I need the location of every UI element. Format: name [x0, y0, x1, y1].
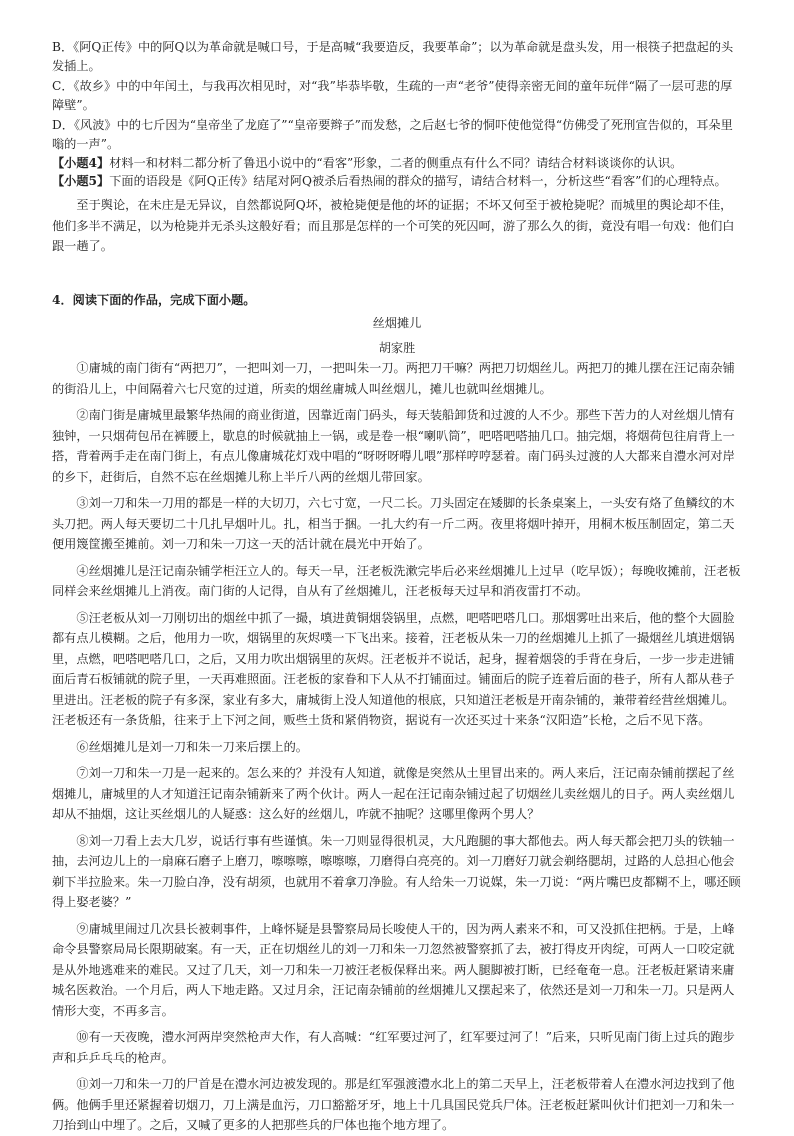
article-body	[52, 358, 744, 1136]
paragraph-11: ⑪刘一刀和朱一刀的尸首是在澧水河边被发现的。那是红军强渡澧水北上的第二天早上，汪老板带着人在澧水河边找到了他俩。他俩手里还紧握着切烟刀，刀上满是血污，刀口豁豁牙牙，地上十几具国民党兵尸体。汪老板赶紧叫伙计们把刘一刀和朱一刀抬到山中埋了。之后，又喊了更多的人把那些兵的尸体也拖个地方埋了。	[52, 1077, 735, 1132]
paragraph-5: ⑤汪老板从刘一刀刚切出的烟丝中抓了一撮，填进黄铜烟袋锅里，点燃，吧嗒吧嗒几口。那烟雾吐出来后，他的整个大圆脸都有点儿模糊。之后，他用力一吹，烟锅里的灰烬噗一下飞出来。接着，汪老板从朱一刀的丝烟摊儿上抓了一撮烟丝儿填进烟锅里，点燃，吧嗒吧嗒几口，之后，又用力吹出烟锅里的灰烬。汪老板并不说话，起身，握着烟袋的手背在身后，一步一步走进铺面后青石板铺就的院子里，一天再难照面。汪老板的家眷和下人从不打铺面过。铺面后的院子连着后面的巷子，所有人都从巷子里进出。汪老板的院子有多深，家业有多大，庸城街上没人知道他的根底，只知道汪老板是开南杂铺的，兼带着经营丝烟摊儿。汪老板还有一条货船，往来于上下河之间，贩些土货和紧俏物资，据说有一次还买过十来条“汉阳造”长枪，之后不见下落。	[52, 610, 735, 727]
paragraph-3: ③刘一刀和朱一刀用的都是一样的大切刀，六七寸宽，一尺二长。刀头固定在矮脚的长条桌案上，一头安有烙了鱼鳞纹的木头刀把。两人每天要切二十几扎早烟叶儿。扎，相当于捆。一扎大约有一斤二两。夜里将烟叶掉开，用桐木板压制固定，第二天便用篾筐搬至摊前。刘一刀和朱一刀这一天的活计就在晨光中开始了。	[52, 496, 735, 551]
option-c: C．《故乡》中的中年闰土，与我再次相见时，对“我”毕恭毕敬，生疏的一声“老爷”使得亲密无间的童年玩伴“隔了一层可悲的厚障壁”。	[52, 79, 733, 112]
section-heading: 4．阅读下面的作品，完成下面小题。	[52, 293, 256, 307]
excerpt-block	[52, 195, 744, 257]
question-4-tag: 【小题4】	[52, 156, 110, 170]
paragraph-10: ⑩有一天夜晚，澧水河两岸突然枪声大作，有人高喊：“红军要过河了，红军要过河了！”后来，只听见南门街上过兵的跑步声和乒乒乓乓的枪声。	[52, 1030, 735, 1065]
paragraph-4: ④丝烟摊儿是汪记南杂铺学柜汪立人的。每天一早，汪老板洗漱完毕后必来丝烟摊儿上过早（吃早饭）；每晚收摊前，汪老板同样会来丝烟摊儿上消夜。南门街的人记得，自从有了丝烟摊儿，汪老板每天过早和消夜雷打不动。	[52, 563, 741, 598]
option-d: D．《风波》中的七斤因为“皇帝坐了龙庭了”“皇帝要辫子”而发愁，之后赵七爷的恫吓使他觉得“仿佛受了死刑宣告似的，耳朵里嗡的一声”。	[52, 118, 733, 151]
sub-questions	[52, 154, 744, 190]
question-4-text: 材料一和材料二都分析了鲁迅小说中的“看客”形象，二者的侧重点有什么不同？请结合材料谈谈你的认识。	[109, 156, 683, 170]
question-5	[52, 172, 744, 190]
question-4	[52, 154, 744, 172]
paragraph-6: ⑥丝烟摊儿是刘一刀和朱一刀来后摆上的。	[76, 739, 308, 754]
paragraph-1: ①庸城的南门街有“两把刀”，一把叫刘一刀，一把叫朱一刀。两把刀干嘛？两把刀切烟丝儿。两把刀的摊儿摆在汪记南杂铺的街沿儿上，中间隔着六七尺宽的过道，所卖的烟丝庸城人叫丝烟儿，摊儿也就叫丝烟摊儿。	[52, 361, 735, 396]
answer-options	[52, 38, 744, 155]
question-5-text: 下面的语段是《阿Q正传》结尾对阿Q被杀后看热闹的群众的描写，请结合材料一，分析这些“看客”们的心理特点。	[109, 174, 727, 188]
paragraph-8: ⑧刘一刀看上去大几岁，说话行事有些谨慎。朱一刀则显得很机灵，大凡跑腿的事大都他去。两人每天都会把刀头的铁轴一抽，去河边儿上的一扇麻石磨子上磨刀，嚓嚓嚓，嚓嚓嚓，刀磨得白亮亮的。刘一刀磨好刀就会剃络腮胡，过路的人总担心他会剃下半拉脸来。朱一刀脸白净，没有胡须，也就用不着拿刀净脸。有人给朱一刀说媒，朱一刀说：“两片嘴巴皮都糊不上，哪还顾得上娶老婆？”	[52, 833, 741, 909]
paragraph-2: ②南门街是庸城里最繁华热闹的商业街道，因靠近南门码头，每天装船卸货和过渡的人不少。那些下苦力的人对丝烟儿情有独钟，一只烟荷包吊在裤腰上，歇息的时候就抽上一锅，或是卷一根“喇叭筒”，吧嗒吧嗒抽几口。抽完烟，将烟荷包往肩背上一搭，背着两手走在南门街上，有点儿像庸城花灯戏中唱的“呀呀呀嘚儿喂”那样哼哼瑟着。南门码头过渡的人大都来自澧水河对岸的乡下，赶街后，自然不忘在丝烟摊儿称上半斤八两的丝烟儿带回家。	[52, 408, 735, 484]
article-title: 丝烟摊儿	[372, 316, 422, 330]
option-b: B．《阿Q正传》中的阿Q以为革命就是喊口号，于是高喊“我要造反，我要革命”；以为革命就是盘头发，用一根筷子把盘起的头发插上。	[52, 40, 734, 73]
excerpt-paragraph: 至于舆论，在未庄是无异议，自然都说阿Q坏，被枪毙便是他的坏的证据；不坏又何至于被枪毙呢？而城里的舆论却不佳，他们多半不满足，以为枪毙并无杀头这般好看；而且那是怎样的一个可笑的死囚呵，游了那么久的街，竟没有唱一句戏：他们白跟一趟了。	[52, 198, 735, 253]
question-5-tag: 【小题5】	[52, 174, 110, 188]
paragraph-7: ⑦刘一刀和朱一刀是一起来的。怎么来的？并没有人知道，就像是突然从土里冒出来的。两人来后，汪记南杂铺前摆起了丝烟摊儿，庸城里的人才知道汪记南杂铺新来了两个伙计。两人一起在汪记南杂铺过起了切烟丝儿卖丝烟儿的日子。两人卖丝烟儿却从不抽烟，这让买丝烟儿的人疑惑：这么好的丝烟儿，咋就不抽呢？这哪里像两个男人？	[52, 766, 735, 821]
paragraph-9: ⑨庸城里闹过几次县长被刺事件，上峰怀疑是县警察局局长唆使人干的，因为两人素来不和，可又没抓住把柄。于是，上峰命令县警察局局长限期破案。有一天，正在切烟丝儿的刘一刀和朱一刀忽然被警察抓了去，被打得皮开肉绽，可两人一口咬定就是从外地逃难来的难民。又过了几天，刘一刀和朱一刀被汪老板保释出来。两人腿脚被打断，已经奄奄一息。汪老板赶紧请来庸城名医救治。一个月后，两人下地走路。又过月余，汪记南杂铺前的丝烟摊儿又摆起来了，依然还是刘一刀和朱一刀。只是两人情形大变，不再多言。	[52, 921, 735, 1018]
article-author: 胡家胜	[378, 341, 416, 355]
